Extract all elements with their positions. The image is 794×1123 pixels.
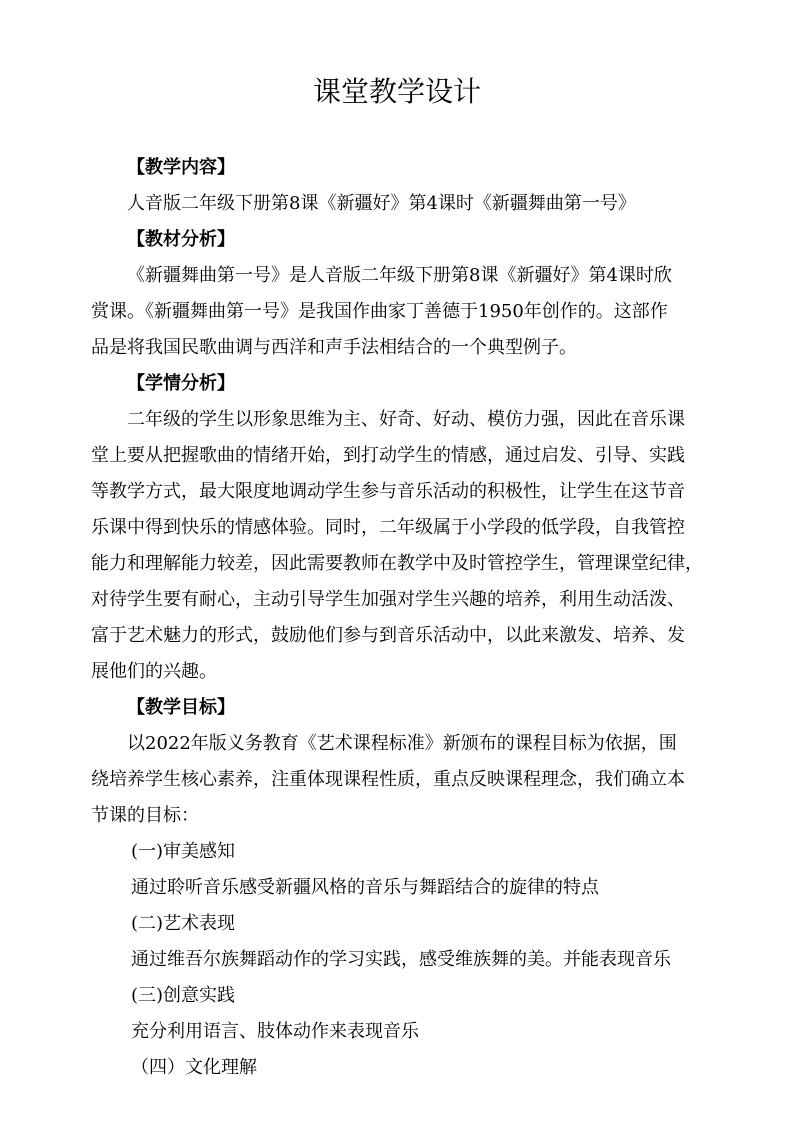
paragraph-line: 能力和理解能力较差，因此需要教师在教学中及时管控学生，管理课堂纪律， [91,553,703,574]
section-heading-goals: 【教学目标】 [127,697,235,718]
goal-item-label: (三)创意实践 [131,985,236,1006]
paragraph-line: 对待学生要有耐心，主动引导学生加强对学生兴趣的培养，利用生动活泼、 [91,589,685,610]
paragraph-line: 等教学方式，最大限度地调动学生参与音乐活动的积极性，让学生在这节音 [91,481,685,502]
goal-item-label: (二)艺术表现 [131,913,236,934]
paragraph-line: 乐课中得到快乐的情感体验。同时，二年级属于小学段的低学段，自我管控 [91,517,685,538]
document-body [91,150,704,1086]
goal-item-text: 充分利用语言、肢体动作来表现音乐 [131,1021,419,1042]
goal-item-text: 通过聆听音乐感受新疆风格的音乐与舞蹈结合的旋律的特点 [131,877,599,898]
paragraph-line: 展他们的兴趣。 [91,661,217,682]
paragraph-line: 富于艺术魅力的形式，鼓励他们参与到音乐活动中，以此来激发、培养、发 [91,625,685,646]
paragraph-line: 《新疆舞曲第一号》是人音版二年级下册第8课《新疆好》第4课时欣 [127,265,672,286]
content-text: 人音版二年级下册第8课《新疆好》第4课时《新疆舞曲第一号》 [127,193,636,214]
section-heading-content: 【教学内容】 [127,157,235,178]
goal-item-text: 通过维吾尔族舞蹈动作的学习实践，感受维族舞的美。并能表现音乐 [131,949,671,970]
goal-item-label: (一)审美感知 [131,841,236,862]
paragraph-line: 节课的目标： [91,805,199,826]
section-heading-material: 【教材分析】 [127,229,235,250]
paragraph-line: 以2022年版义务教育《艺术课程标准》新颁布的课程目标为依据，围 [127,733,677,754]
section-heading-students: 【学情分析】 [127,373,235,394]
paragraph-line: 绕培养学生核心素养，注重体现课程性质，重点反映课程理念，我们确立本 [91,769,685,790]
goal-item-label: （四）文化理解 [131,1057,257,1078]
page-title: 课堂教学设计 [312,75,481,108]
paragraph-line: 品是将我国民歌曲调与西洋和声手法相结合的一个典型例子。 [91,337,577,358]
paragraph-line: 堂上要从把握歌曲的情绪开始，到打动学生的情感，通过启发、引导、实践 [91,445,685,466]
paragraph-line: 二年级的学生以形象思维为主、好奇、好动、模仿力强，因此在音乐课 [127,409,685,430]
paragraph-line: 赏课。《新疆舞曲第一号》是我国作曲家丁善德于1950年创作的。这部作 [91,301,668,322]
